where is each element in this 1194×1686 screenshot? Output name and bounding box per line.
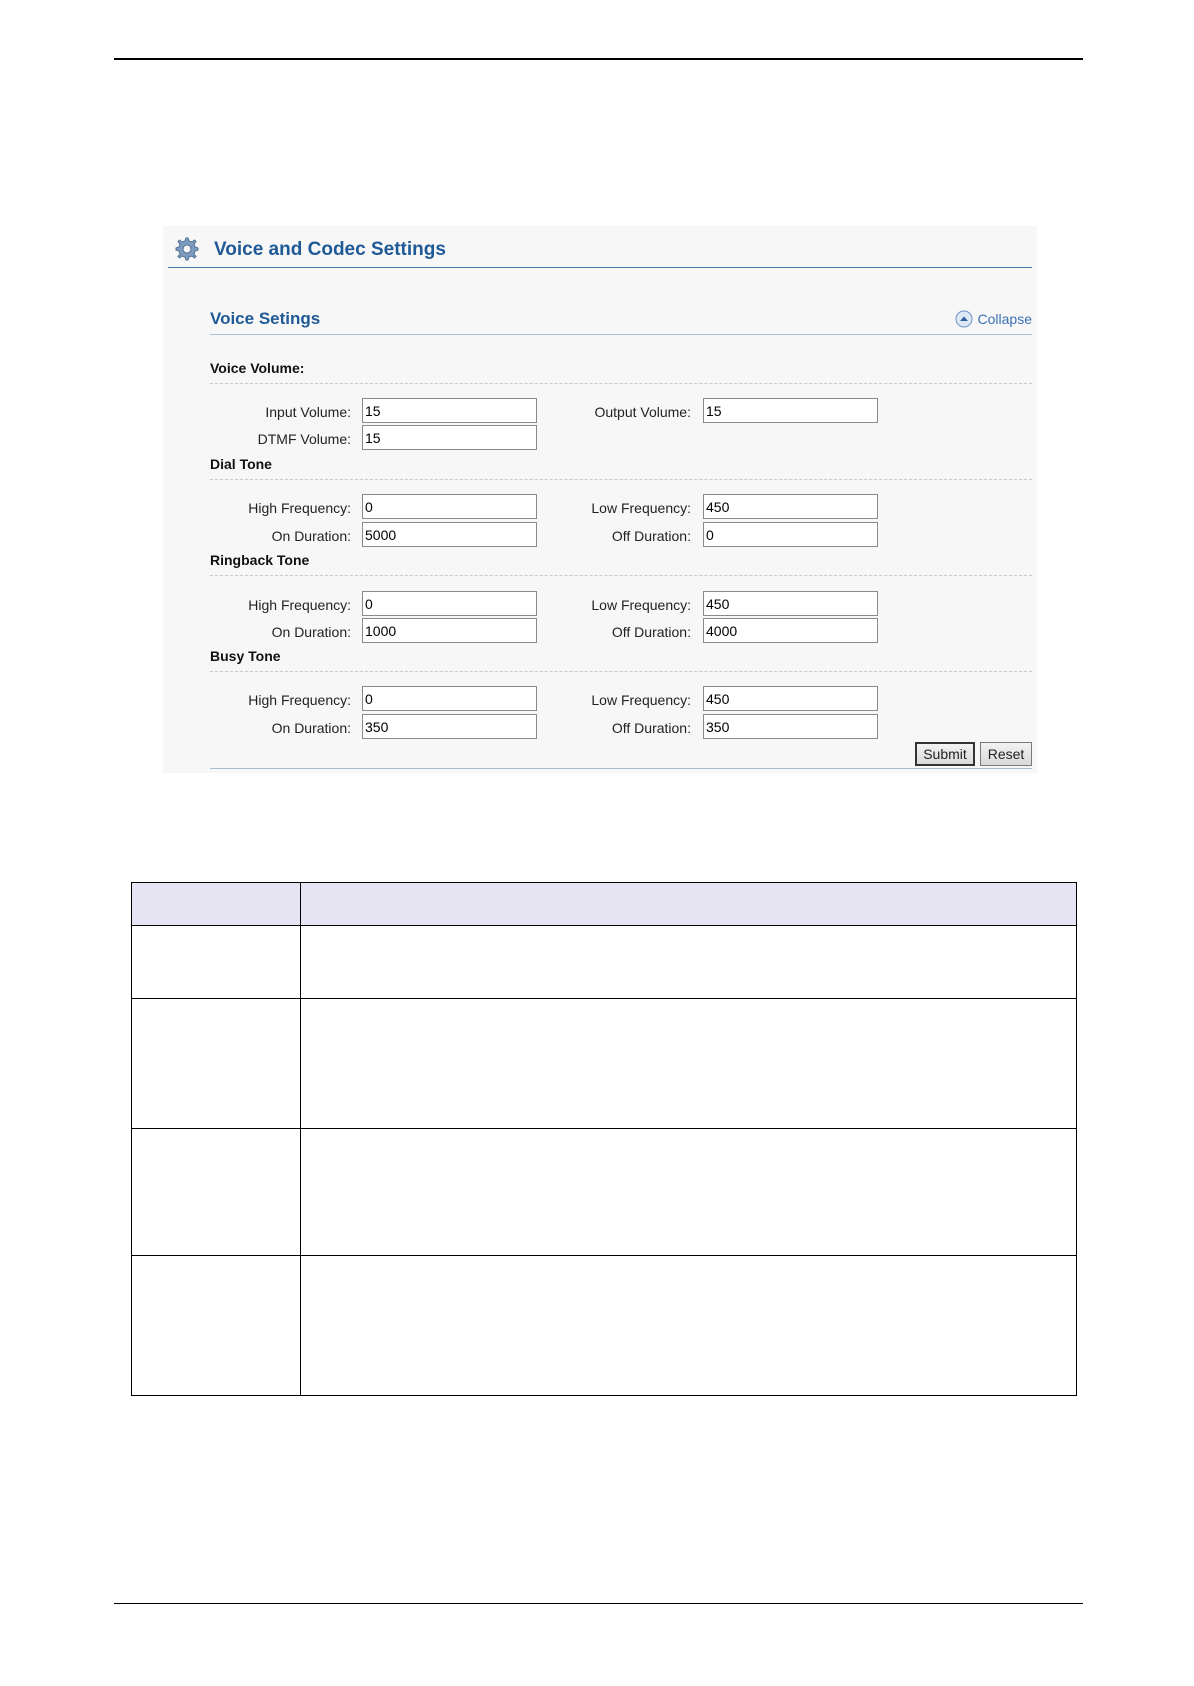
submit-button[interactable]: Submit [915,742,975,766]
busy-off-duration-label: Off Duration: [611,720,691,736]
divider [210,383,1032,384]
table-header-row [132,883,1077,926]
page-footer-rule [114,1603,1083,1604]
dtmf-volume-label: DTMF Volume: [257,431,351,447]
dial-tone-label: Dial Tone [210,456,272,472]
gear-icon [172,235,200,263]
input-volume-field[interactable] [362,398,537,423]
description-table [131,882,1077,1396]
dial-high-frequency-field[interactable] [362,494,537,519]
dial-off-duration-field[interactable] [703,522,878,547]
dial-high-frequency-label: High Frequency: [248,500,351,516]
chevron-up-icon [955,310,973,328]
dtmf-volume-field[interactable] [362,425,537,450]
reset-button[interactable]: Reset [980,742,1032,766]
busy-off-duration-field[interactable] [703,714,878,739]
voice-volume-label: Voice Volume: [210,360,305,376]
divider [210,479,1032,480]
output-volume-label: Output Volume: [594,404,691,420]
ringback-on-duration-field[interactable] [362,618,537,643]
table-cell [301,1256,1077,1396]
busy-low-frequency-label: Low Frequency: [591,692,691,708]
table-cell [132,1256,301,1396]
dial-low-frequency-label: Low Frequency: [591,500,691,516]
dial-on-duration-label: On Duration: [271,528,351,544]
ringback-tone-label: Ringback Tone [210,552,310,568]
ringback-off-duration-label: Off Duration: [611,624,691,640]
panel-title: Voice and Codec Settings [214,239,446,260]
table-cell [301,999,1077,1129]
output-volume-field[interactable] [703,398,878,423]
section-divider [210,334,1032,335]
table-row [132,999,1077,1129]
dial-low-frequency-field[interactable] [703,494,878,519]
table-cell [132,999,301,1129]
page-header-rule [114,58,1083,60]
collapse-link[interactable] [955,310,1032,328]
table-row [132,1129,1077,1256]
ringback-high-frequency-label: High Frequency: [248,597,351,613]
busy-tone-label: Busy Tone [210,648,281,664]
voice-codec-settings-panel [163,226,1037,773]
dial-on-duration-field[interactable] [362,522,537,547]
table-cell [132,926,301,999]
divider [210,671,1032,672]
busy-high-frequency-label: High Frequency: [248,692,351,708]
busy-on-duration-field[interactable] [362,714,537,739]
collapse-label: Collapse [977,311,1032,327]
busy-low-frequency-field[interactable] [703,686,878,711]
busy-high-frequency-field[interactable] [362,686,537,711]
section-title: Voice Setings [210,309,321,328]
panel-footer-divider [210,768,1032,769]
table-cell [132,1129,301,1256]
busy-on-duration-label: On Duration: [271,720,351,736]
divider [210,575,1032,576]
dial-off-duration-label: Off Duration: [611,528,691,544]
table-cell [301,926,1077,999]
ringback-off-duration-field[interactable] [703,618,878,643]
ringback-high-frequency-field[interactable] [362,591,537,616]
ringback-low-frequency-label: Low Frequency: [591,597,691,613]
input-volume-label: Input Volume: [265,404,351,420]
table-row [132,1256,1077,1396]
table-cell [301,1129,1077,1256]
table-header-cell [301,883,1077,926]
ringback-low-frequency-field[interactable] [703,591,878,616]
ringback-on-duration-label: On Duration: [271,624,351,640]
table-row [132,926,1077,999]
table-header-cell [132,883,301,926]
panel-header [168,232,1032,268]
